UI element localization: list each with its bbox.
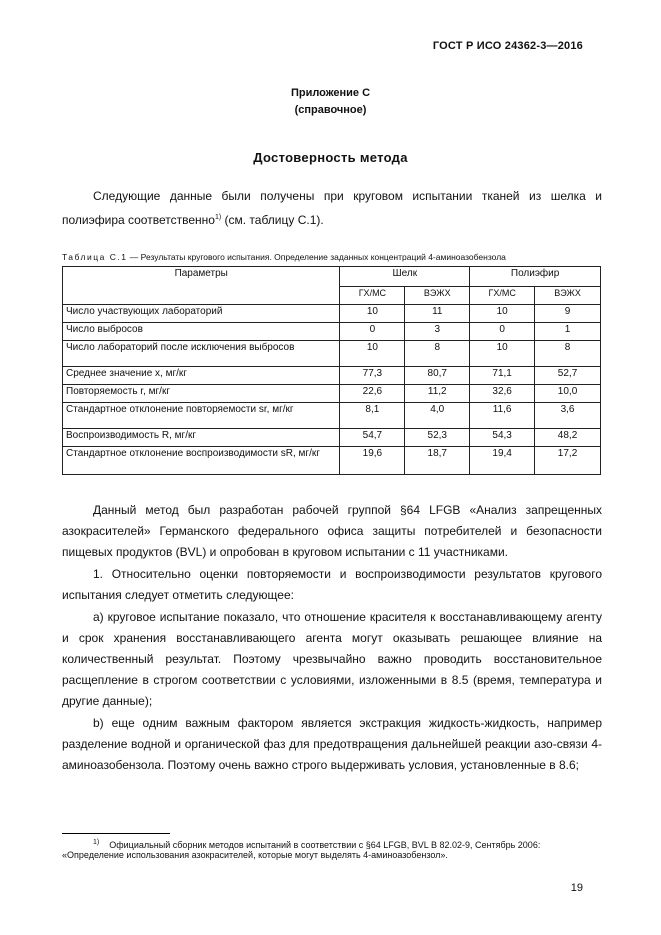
footnote-mark: 1) [93,839,100,846]
paragraph-point-1: 1. Относительно оценки повторяемости и воспроизводимости результатов кругового испытания следует отметить следующее: [62,567,602,602]
table-row [63,429,601,447]
cell-value: 52,7 [535,367,601,385]
cell-value: 48,2 [535,429,601,447]
row-label: Повторяемость r, мг/кг [63,385,340,403]
standard-header: ГОСТ Р ИСО 24362-3—2016 [432,40,583,52]
cell-value: 9 [535,305,601,323]
table-caption [62,252,506,262]
table-row [63,367,601,385]
cell-value: 32,6 [470,385,535,403]
cell-value: 4,0 [405,403,470,429]
header-silk: Шелк [340,267,470,287]
footnote-separator [62,833,170,834]
cell-value: 11 [405,305,470,323]
header-poly-gcms: ГХ/МС [470,287,535,305]
header-polyester: Полиэфир [470,267,601,287]
header-silk-hplc: ВЭЖХ [405,287,470,305]
row-label: Стандартное отклонение воспроизводимости sR, мг/кг [63,447,340,475]
row-label: Число лабораторий после исключения выбросов [63,341,340,367]
table-caption-label: Таблица С.1 [62,252,128,262]
cell-value: 0 [470,323,535,341]
header-silk-gcms: ГХ/МС [340,287,405,305]
row-label: Стандартное отклонение повторяемости sr, мг/кг [63,403,340,429]
table-row [63,323,601,341]
cell-value: 8,1 [340,403,405,429]
intro-text: Следующие данные были получены при круговом испытании тканей из шелка и полиэфира соответственно [62,189,602,227]
cell-value: 77,3 [340,367,405,385]
cell-value: 3 [405,323,470,341]
cell-value: 80,7 [405,367,470,385]
paragraph-point-b: b) еще одним важным фактором является экстракция жидкость-жидкость, например разделение водной и органической фаз для предотвращения дальнейшей реакции азо-связи 4-аминоазобензола. Поэтому очень важно строго выдерживать условия, установленные в 8.6; [62,716,602,772]
cell-value: 71,1 [470,367,535,385]
paragraph-point-a: а) круговое испытание показало, что отношение красителя к восстанавливающему агенту и срок хранения восстанавливающего агента могут оказывать решающее влияние на количественный результат. Поэтому чрезвычайно важно проводить восстановительное расщепление в строгом соответствии с условиями, изложенными в 8.5 (время, температура и другие данные); [62,610,602,708]
intro-paragraph [62,186,602,231]
row-label: Среднее значение x, мг/кг [63,367,340,385]
cell-value: 19,6 [340,447,405,475]
row-label: Число участвующих лабораторий [63,305,340,323]
cell-value: 0 [340,323,405,341]
cell-value: 10 [340,341,405,367]
cell-value: 54,7 [340,429,405,447]
paragraph-method: Данный метод был разработан рабочей группой §64 LFGB «Анализ запрещенных азокрасителей» Германского федерального офиса защиты потребителей и безопасности пищевых продуктов (BVL) и опробован в круговом испытании с 11 участниками. [62,503,602,559]
cell-value: 10 [340,305,405,323]
appendix-title: Приложение С [290,87,371,99]
cell-value: 10,0 [535,385,601,403]
table-caption-text: — Результаты кругового испытания. Определение заданных концентраций 4-аминоазобензола [127,252,506,262]
table-row [63,447,601,475]
intro-footnote-mark: 1) [214,214,222,221]
header-poly-hplc: ВЭЖХ [535,287,601,305]
cell-value: 19,4 [470,447,535,475]
cell-value: 11,2 [405,385,470,403]
footnote-line-2: «Определение использования азокрасителей, которые могут выделять 4-аминоазобензол». [62,850,448,860]
cell-value: 1 [535,323,601,341]
cell-value: 8 [535,341,601,367]
cell-value: 54,3 [470,429,535,447]
table-row [63,385,601,403]
cell-value: 22,6 [340,385,405,403]
results-table [62,266,601,475]
table-row [63,403,601,429]
table-row [63,341,601,367]
cell-value: 8 [405,341,470,367]
cell-value: 52,3 [405,429,470,447]
footnote-text-1: Официальный сборник методов испытаний в соответствии с §64 LFGB, BVL B 82.02-9, Сентябрь 2006: [109,840,541,850]
cell-value: 11,6 [470,403,535,429]
page-number: 19 [570,882,583,894]
cell-value: 17,2 [535,447,601,475]
cell-value: 10 [470,341,535,367]
cell-value: 3,6 [535,403,601,429]
intro-text-after: (см. таблицу С.1). [221,213,324,227]
appendix-subtitle: (справочное) [294,104,367,116]
section-title: Достоверность метода [253,150,408,165]
header-parameters: Параметры [63,267,340,305]
row-label: Воспроизводимость R, мг/кг [63,429,340,447]
cell-value: 10 [470,305,535,323]
row-label: Число выбросов [63,323,340,341]
table-row [63,305,601,323]
cell-value: 18,7 [405,447,470,475]
